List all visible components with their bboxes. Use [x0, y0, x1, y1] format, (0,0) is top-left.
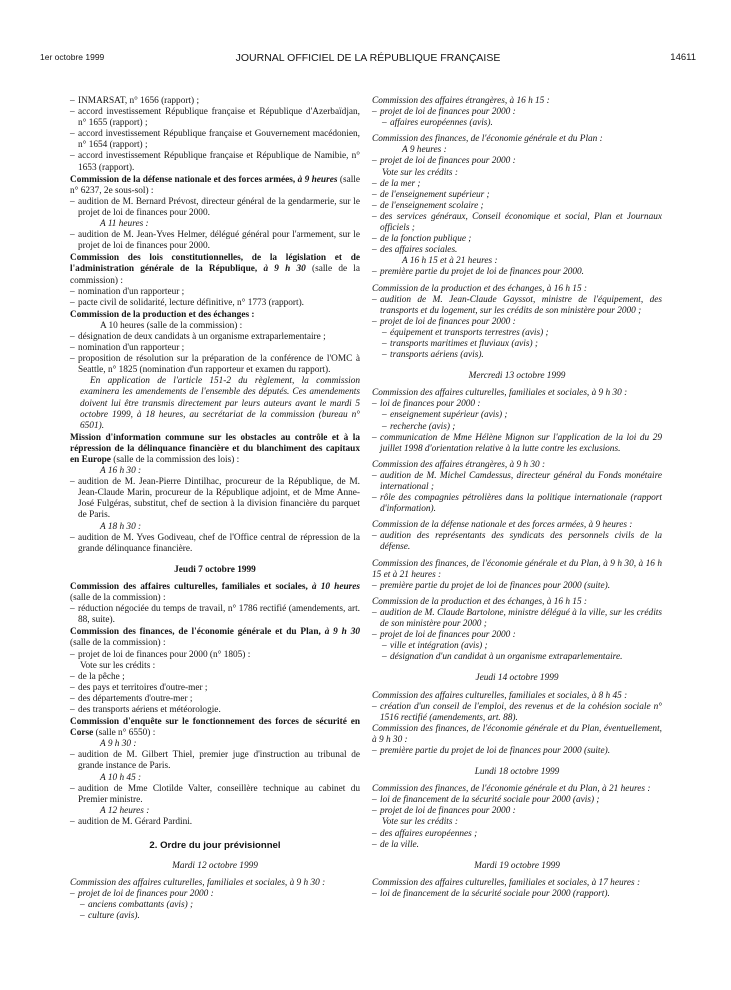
header-date: 1er octobre 1999	[40, 52, 105, 62]
meeting-time: à 9 h 30	[324, 627, 361, 638]
session-time: A 9 heures :	[402, 145, 447, 156]
agenda-item: – audition de M. Michel Camdessus, directeur général du Fonds monétaire international ;	[372, 471, 662, 493]
committee-heading: Commission des finances, de l'économie générale et du Plan, à 9 h 30, à 16 h 15 et à 21 heures :	[372, 558, 662, 580]
committee-heading	[70, 253, 360, 286]
committee-name: Commission de la défense nationale et des forces armées,	[70, 174, 296, 185]
session-time: A 16 h 15 et à 21 heures :	[402, 256, 498, 267]
agenda-item: – de l'enseignement supérieur ;	[372, 190, 662, 201]
agenda-item: – rôle des compagnies pétrolières dans la politique internationale (rapport d'information).	[372, 493, 662, 515]
agenda-item: – accord investissement République française et République d'Azerbaïdjan, n° 1655 (rapport) ;	[70, 107, 360, 129]
committee-heading: Commission des affaires culturelles, familiales et sociales, à 8 h 45 :	[372, 690, 628, 701]
agenda-item: – audition de M. Jean-Claude Gayssot, ministre de l'équipement, des transports et du logement, sur les crédits de son ministère pour 2000 ;	[372, 295, 662, 317]
agenda-item: – des départements d'outre-mer ;	[70, 694, 360, 705]
agenda-item: – audition de Mme Clotilde Valter, conseillère technique au cabinet du Premier ministre.	[70, 784, 360, 806]
agenda-item: – audition de M. Jean-Yves Helmer, délégué général pour l'armement, sur le projet de loi de finances pour 2000.	[70, 230, 360, 252]
agenda-item: – projet de loi de finances pour 2000 (n° 1805) :	[70, 650, 360, 661]
committee-heading	[70, 627, 360, 649]
committee-heading	[70, 433, 360, 466]
agenda-item: – projet de loi de finances pour 2000 :	[372, 806, 662, 817]
agenda-item: – nomination d'un rapporteur ;	[70, 287, 360, 298]
agenda-item: – réduction négociée du temps de travail, n° 1786 rectifié (amendements, art. 88, suite).	[70, 604, 360, 626]
right-column	[372, 96, 662, 900]
agenda-item: – pacte civil de solidarité, lecture définitive, n° 1773 (rapport).	[70, 298, 360, 309]
committee-heading: Commission des affaires culturelles, familiales et sociales, à 9 h 30 :	[70, 878, 326, 889]
agenda-item: – audition de M. Jean-Pierre Dintilhac, procureur de la République, de M. Jean-Claude Marin, procureur de la République adjoint, et de Mme Anne-José Fulgéras, substitut, chef de section à la division financière du parquet de Paris.	[70, 477, 360, 521]
committee-heading: Commission des finances, de l'économie générale et du Plan, à 21 heures :	[372, 784, 651, 795]
session-time: A 16 h 30 :	[100, 466, 142, 477]
meeting-time: à 9 h 30	[263, 264, 306, 275]
agenda-item: – nomination d'un rapporteur ;	[70, 343, 360, 354]
procedure-note: En application de l'article 151-2 du règlement, la commission examinera les amendements de l'ensemble des députés. Ces amendements doivent lui être transmis directement par leurs auteurs avant le mardi 5 octobre 1999, à 18 heures, au secrétariat de la commission (bureau n° 6501).	[80, 376, 360, 431]
day-heading: Mardi 12 octobre 1999	[172, 861, 258, 872]
agenda-item: – projet de loi de finances pour 2000 :	[372, 107, 662, 118]
meeting-room: (salle de la commission des lois) :	[113, 455, 240, 465]
agenda-item: – des affaires européennes ;	[372, 829, 662, 840]
agenda-subitem: – transports maritimes et fluviaux (avis) ;	[372, 339, 662, 350]
agenda-item: – projet de loi de finances pour 2000 :	[372, 156, 662, 167]
agenda-item: – désignation de deux candidats à un organisme extraparlementaire ;	[70, 332, 360, 343]
meeting-time: à 9 heures	[297, 174, 338, 185]
vote-label: Vote sur les crédits :	[382, 817, 458, 828]
committee-name: Commission des affaires culturelles, familiales et sociales,	[70, 581, 308, 592]
agenda-item: – des affaires sociales.	[372, 245, 662, 256]
agenda-subitem: – culture (avis).	[70, 911, 360, 922]
agenda-item: – de l'enseignement scolaire ;	[372, 201, 662, 212]
agenda-item: – de la fonction publique ;	[372, 234, 662, 245]
committee-heading	[70, 717, 360, 739]
meeting-room: (salle n° 6550) :	[95, 728, 156, 739]
committee-heading: Commission des affaires étrangères, à 9 h 30 :	[372, 459, 546, 470]
meeting-time: à 10 heures	[311, 581, 360, 592]
committee-heading: Commission des affaires étrangères, à 16 h 15 :	[372, 96, 550, 106]
agenda-item: – loi de financement de la sécurité sociale pour 2000 (avis) ;	[372, 795, 662, 806]
committee-heading: Commission des affaires culturelles, familiales et sociales, à 17 heures :	[372, 877, 641, 888]
agenda-item: – accord investissement République française et République de Namibie, n° 1653 (rapport).	[70, 151, 360, 173]
agenda-item: – création d'un conseil de l'emploi, des revenus et de la cohésion sociale n° 1516 rectifié (amendements, art. 88).	[372, 702, 662, 724]
agenda-item: – des transports aériens et météorologie.	[70, 705, 360, 716]
session-time: A 12 heures :	[100, 805, 150, 816]
agenda-item: – première partie du projet de loi de finances pour 2000.	[372, 267, 662, 278]
committee-heading: Commission des finances, de l'économie générale et du Plan, éventuellement, à 9 h 30 :	[372, 723, 662, 745]
day-heading: Jeudi 7 octobre 1999	[174, 564, 256, 575]
agenda-item: – audition de M. Gérard Pardini.	[70, 817, 360, 828]
agenda-item: – audition de M. Claude Bartolone, ministre délégué à la ville, sur les crédits de son ministère pour 2000 ;	[372, 608, 662, 630]
meeting-room: (salle de la commission) :	[70, 593, 166, 604]
page-header	[40, 52, 696, 68]
agenda-item: – projet de loi de finances pour 2000 :	[372, 630, 662, 641]
agenda-item: – loi de finances pour 2000 :	[372, 399, 662, 410]
session-time: A 18 h 30 :	[100, 521, 142, 532]
meeting-room: (salle de la commission) :	[70, 638, 166, 649]
agenda-item: – des pays et territoires d'outre-mer ;	[70, 683, 360, 694]
session-time: A 11 heures :	[100, 219, 149, 230]
day-heading: Lundi 18 octobre 1999	[474, 767, 560, 778]
agenda-subitem: – recherche (avis) ;	[372, 422, 662, 433]
agenda-item: – projet de loi de finances pour 2000 :	[70, 889, 360, 900]
left-column	[70, 96, 360, 923]
agenda-subitem: – ville et intégration (avis) ;	[372, 641, 662, 652]
agenda-item: – première partie du projet de loi de finances pour 2000 (suite).	[372, 581, 662, 592]
agenda-item: – projet de loi de finances pour 2000 :	[372, 317, 662, 328]
session-time: A 10 heures (salle de la commission) :	[100, 320, 243, 331]
day-heading: Jeudi 14 octobre 1999	[475, 673, 559, 684]
session-time: A 9 h 30 :	[100, 739, 137, 750]
committee-heading	[70, 582, 360, 604]
session-time: A 10 h 45 :	[100, 772, 142, 783]
committee-name: Commission d'enquête sur le fonctionnement des forces de sécurité en Corse	[70, 717, 360, 739]
agenda-subitem: – transports aériens (avis).	[372, 350, 662, 361]
section-heading: 2. Ordre du jour prévisionnel	[149, 840, 281, 851]
agenda-item: – INMARSAT, n° 1656 (rapport) ;	[70, 96, 360, 107]
agenda-item: – accord investissement République française et Gouvernement macédonien, n° 1654 (rapport) ;	[70, 129, 360, 151]
meeting-room: (salle de la commission) :	[70, 264, 361, 286]
agenda-subitem: – affaires européennes (avis).	[372, 118, 662, 129]
day-heading: Mardi 19 octobre 1999	[474, 860, 560, 871]
header-journal-title: JOURNAL OFFICIEL DE LA RÉPUBLIQUE FRANÇAISE	[235, 52, 501, 64]
vote-label: Vote sur les crédits :	[80, 660, 156, 671]
agenda-subitem: – équipement et transports terrestres (avis) ;	[372, 328, 662, 339]
committee-name: Mission d'information commune sur les obstacles au contrôle et à la répression de la délinquance financière et du blanchiment des capitaux en Europe	[70, 432, 360, 465]
committee-heading: Commission de la production et des échanges :	[70, 309, 255, 320]
agenda-item: – audition de M. Gilbert Thiel, premier juge d'instruction au tribunal de grande instance de Paris.	[70, 750, 360, 772]
agenda-item: – proposition de résolution sur la préparation de la conférence de l'OMC à Seattle, n° 1825 (nomination d'un rapporteur et examen du rapport).	[70, 354, 360, 376]
meeting-room: (salle n° 6237, 2e sous-sol) :	[70, 174, 360, 196]
committee-heading: Commission de la défense nationale et des forces armées, à 9 heures :	[372, 520, 633, 531]
agenda-item: – de la mer ;	[372, 179, 662, 190]
agenda-item: – audition de M. Yves Godiveau, chef de l'Office central de répression de la grande délinquance financière.	[70, 533, 360, 555]
agenda-item: – des services généraux, Conseil économique et social, Plan et Journaux officiels ;	[372, 212, 662, 234]
agenda-item: – première partie du projet de loi de finances pour 2000 (suite).	[372, 746, 662, 757]
agenda-item: – de la ville.	[372, 840, 662, 851]
agenda-item: – communication de Mme Hélène Mignon sur l'application de la loi du 29 juillet 1998 d'orientation relative à la lutte contre les exclusions.	[372, 433, 662, 455]
day-heading: Mercredi 13 octobre 1999	[468, 371, 566, 382]
agenda-item: – audition des représentants des syndicats des personnels civils de la défense.	[372, 531, 662, 553]
agenda-subitem: – désignation d'un candidat à un organisme extraparlementaire.	[372, 652, 662, 663]
header-page-number: 14611	[670, 52, 696, 63]
vote-label: Vote sur les crédits :	[382, 167, 458, 178]
committee-name: Commission des lois constitutionnelles, de la législation et de l'administration générale de la République,	[70, 253, 360, 275]
agenda-item: – loi de financement de la sécurité sociale pour 2000 (rapport).	[372, 889, 662, 900]
committee-heading: Commission de la production et des échanges, à 16 h 15 :	[372, 283, 588, 294]
committee-heading: Commission des finances, de l'économie générale et du Plan :	[372, 134, 603, 145]
committee-name: Commission des finances, de l'économie générale et du Plan,	[70, 627, 321, 638]
agenda-item: – de la pêche ;	[70, 672, 360, 683]
committee-heading: Commission des affaires culturelles, familiales et sociales, à 9 h 30 :	[372, 388, 628, 399]
agenda-item: – audition de M. Bernard Prévost, directeur général de la gendarmerie, sur le projet de loi de finances pour 2000.	[70, 197, 360, 219]
committee-heading	[70, 175, 360, 197]
committee-heading: Commission de la production et des échanges, à 16 h 15 :	[372, 596, 588, 607]
agenda-subitem: – enseignement supérieur (avis) ;	[372, 410, 662, 421]
agenda-subitem: – anciens combattants (avis) ;	[70, 900, 360, 911]
